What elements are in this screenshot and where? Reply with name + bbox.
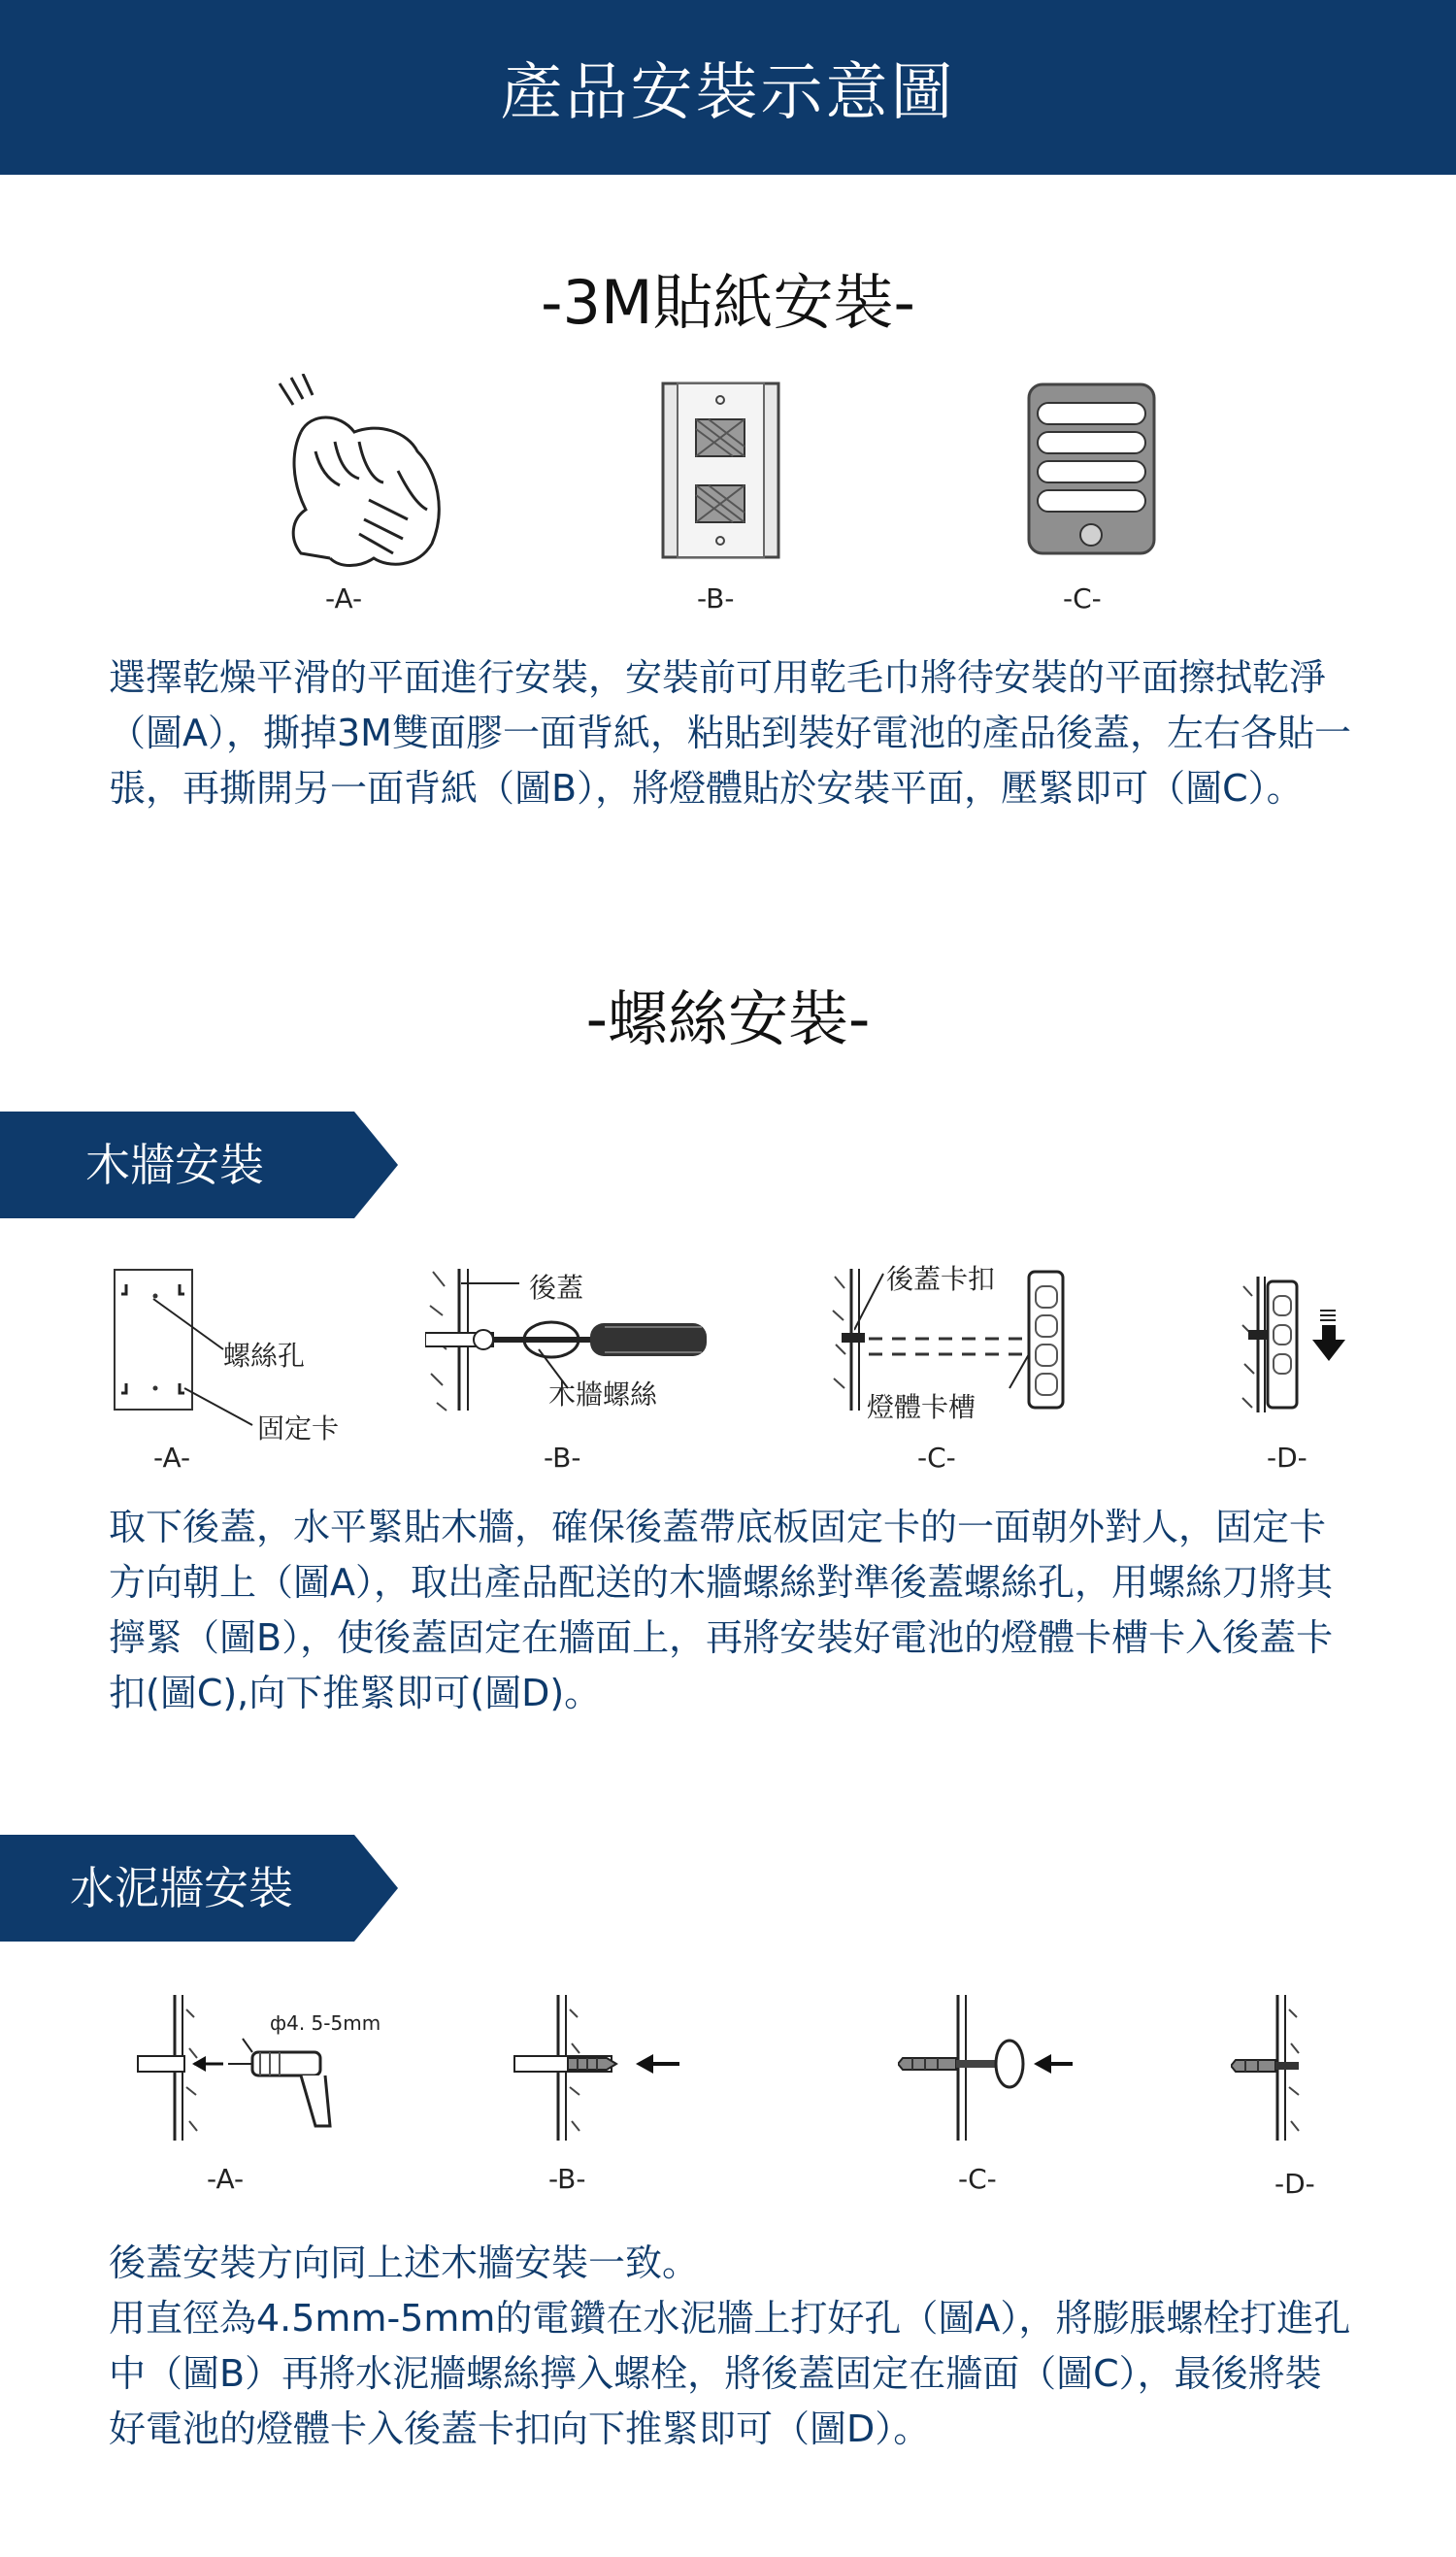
sticker-section-title: -3M貼紙安裝-: [541, 267, 915, 338]
callout-screw-hole: 螺絲孔: [223, 1340, 306, 1372]
concrete-figure-d: [1231, 1990, 1342, 2150]
page-title: 產品安裝示意圖: [500, 57, 956, 129]
sticker-label-a: -A-: [325, 582, 363, 614]
back-cover-tape-icon: [660, 381, 781, 560]
callout-fixing-clip: 固定卡: [257, 1412, 340, 1445]
sticker-instructions: [109, 650, 1351, 816]
anchor-insert-icon: [510, 1990, 684, 2145]
concrete-label-b: -B-: [548, 2163, 586, 2195]
wood-label-a: -A-: [153, 1442, 191, 1474]
concrete-instructions-line2: 用直徑為4.5mm-5mm的電鑽在水泥牆上打好孔（圖A），將膨脹螺栓打進孔中（圖B）再將水泥牆螺絲擰入螺栓，將後蓋固定在牆面（圖C），最後將裝好電池的燈體卡入後蓋卡扣向下推緊即可（圖D）。: [109, 2297, 1351, 2450]
lamp-body-icon: [1026, 382, 1157, 556]
screw-into-anchor-icon: [898, 1990, 1082, 2145]
concrete-label-d: -D-: [1274, 2168, 1315, 2200]
figure-wipe-surface: [262, 374, 456, 578]
wood-label-d: -D-: [1267, 1442, 1307, 1474]
wood-instructions: [109, 1500, 1351, 1721]
concrete-wall-tag: [0, 1835, 398, 1942]
sticker-label-c: -C-: [1063, 582, 1102, 614]
figure-lamp-body: [1026, 382, 1157, 556]
top-banner: [0, 0, 1456, 175]
cover-fixed-icon: [1231, 1990, 1342, 2150]
wood-figure-d: [1241, 1272, 1352, 1417]
concrete-figure-b: [510, 1990, 684, 2145]
callout-cover-buckle: 後蓋卡扣: [886, 1263, 996, 1295]
wood-wall-tag: [0, 1112, 398, 1218]
sticker-instructions-text: 選擇乾燥平滑的平面進行安裝，安裝前可用乾毛巾將待安裝的平面擦拭乾淨（圖A），撕掉3M雙面膠一面背紙，粘貼到裝好電池的產品後蓋，左右各貼一張，再撕開另一面背紙（圖B），將燈體貼於安裝平面，壓緊即可（圖C）。: [109, 656, 1351, 810]
screw-section-title: -螺絲安裝-: [585, 983, 871, 1054]
concrete-label-a: -A-: [207, 2163, 245, 2195]
concrete-figure-c: [898, 1990, 1082, 2145]
drill-diameter-note: ф4. 5-5mm: [270, 2011, 381, 2035]
callout-back-cover: 後蓋: [529, 1272, 584, 1304]
hand-wiping-icon: [262, 374, 456, 578]
wood-label-b: -B-: [544, 1442, 581, 1474]
concrete-label-c: -C-: [958, 2163, 997, 2195]
push-down-icon: [1241, 1272, 1352, 1417]
sticker-label-b: -B-: [697, 582, 735, 614]
concrete-instructions-line1: 後蓋安裝方向同上述木牆安裝一致。: [109, 2242, 700, 2284]
callout-lamp-slot: 燈體卡槽: [867, 1391, 976, 1423]
concrete-wall-tag-label: 水泥牆安裝: [70, 1862, 293, 1914]
callout-wood-screw: 木牆螺絲: [548, 1378, 658, 1411]
wood-instructions-text: 取下後蓋，水平緊貼木牆，確保後蓋帶底板固定卡的一面朝外對人，固定卡方向朝上（圖A），取出產品配送的木牆螺絲對準後蓋螺絲孔，用螺絲刀將其擰緊（圖B），使後蓋固定在牆面上，再將安裝好電池的燈體卡槽卡入後蓋卡扣(圖C),向下推緊即可(圖D)。: [109, 1506, 1334, 1714]
wood-wall-tag-label: 木牆安裝: [85, 1139, 264, 1191]
wood-label-c: -C-: [917, 1442, 956, 1474]
concrete-instructions: [109, 2236, 1351, 2457]
figure-back-cover-tape: [660, 381, 781, 560]
